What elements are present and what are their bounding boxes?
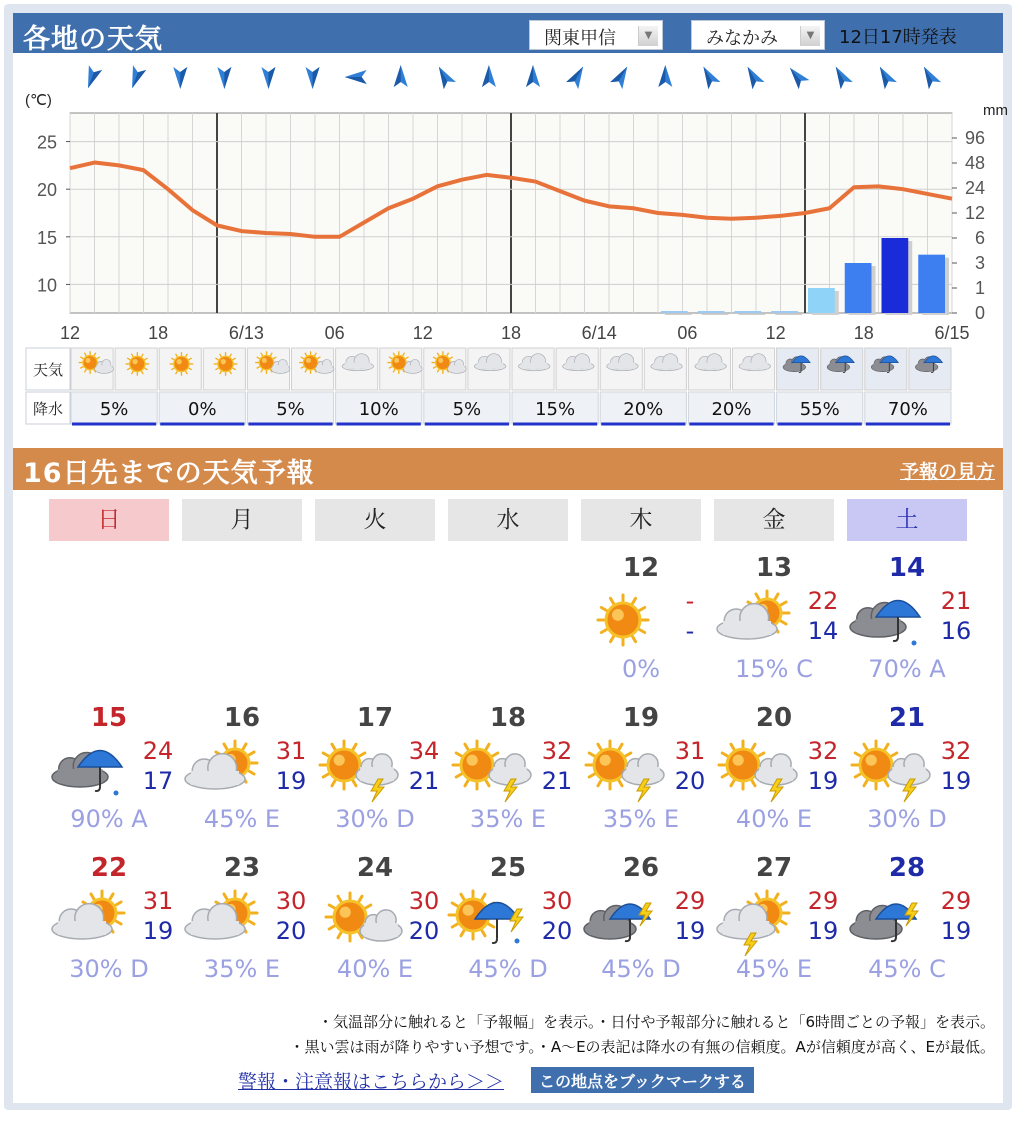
wind-arrow-icon: [81, 65, 102, 90]
weekday-3: 水: [448, 499, 568, 541]
precip-reliability: 45% E: [203, 805, 281, 833]
wind-arrow-icon: [345, 70, 367, 84]
precip-value: 5%: [276, 399, 305, 420]
y2-tick-label: 3: [974, 253, 985, 273]
precip-bar: [845, 263, 872, 313]
weekday-1: 月: [182, 499, 302, 541]
wind-arrow-icon: [610, 63, 633, 89]
high-temp: 29: [940, 887, 972, 915]
high-temp: 30: [408, 887, 440, 915]
low-temp: 21: [541, 767, 573, 795]
x-tick-label: 6/13: [228, 323, 264, 343]
weather-icon: [711, 889, 801, 951]
precip-reliability: 30% D: [335, 805, 415, 833]
high-temp: 29: [807, 887, 839, 915]
low-temp: 19: [807, 917, 839, 945]
weekday-5: 金: [714, 499, 834, 541]
day-date: 13: [755, 553, 793, 583]
precip-bar-shadow: [702, 314, 729, 315]
forecast-header: [13, 448, 1003, 490]
precip-bar: [661, 311, 688, 313]
precip-reliability: 35% E: [203, 955, 281, 983]
weather-icon: [711, 589, 801, 651]
low-temp: 19: [142, 917, 174, 945]
high-temp: 30: [541, 887, 573, 915]
low-temp: 20: [408, 917, 440, 945]
weather-icon: [445, 889, 535, 951]
y-tick-label: 20: [36, 180, 57, 201]
city-select-value: みなかみ: [706, 28, 778, 49]
warning-link[interactable]: 警報・注意報はこちらから＞＞: [238, 1071, 505, 1093]
low-temp: 20: [541, 917, 573, 945]
wind-arrow-icon: [526, 65, 540, 87]
x-tick-label: 6/14: [581, 323, 617, 343]
day-date: 16: [223, 703, 261, 733]
day-cell[interactable]: [844, 703, 978, 843]
precip-value: 55%: [799, 399, 840, 420]
day-cell[interactable]: [578, 553, 712, 693]
wind-arrow-icon: [741, 63, 764, 89]
precip-value: 70%: [887, 399, 928, 420]
day-cell[interactable]: [578, 853, 712, 993]
wind-arrow-icon: [217, 67, 231, 89]
weather-icon: [844, 589, 934, 651]
day-cell[interactable]: [578, 703, 712, 843]
day-cell[interactable]: [844, 553, 978, 693]
page-title: 各地の天気: [23, 24, 163, 55]
high-temp: 32: [940, 737, 972, 765]
weather-icon: [179, 889, 269, 951]
day-date: 12: [622, 553, 660, 583]
low-temp: 19: [674, 917, 706, 945]
y2-axis-unit: mm: [983, 102, 1008, 119]
precip-value: 20%: [623, 399, 664, 420]
high-temp: 32: [807, 737, 839, 765]
low-temp: 14: [807, 617, 839, 645]
weather-row-label: 天気: [32, 361, 64, 379]
y2-tick-label: 24: [964, 178, 985, 198]
x-tick-label: 18: [148, 323, 169, 343]
low-temp: 17: [142, 767, 174, 795]
precip-reliability: 45% D: [601, 955, 681, 983]
precip-bar-shadow: [775, 314, 802, 315]
precip-bar: [698, 311, 725, 313]
low-temp: -: [685, 617, 695, 645]
wind-arrow-icon: [658, 65, 672, 87]
low-temp: 21: [408, 767, 440, 795]
precip-reliability: 40% E: [735, 805, 813, 833]
forecast-title: 16日先までの天気予報: [23, 458, 315, 489]
day-cell[interactable]: [46, 853, 180, 993]
y-tick-label: 10: [36, 275, 57, 296]
precip-reliability: 15% C: [735, 655, 813, 683]
x-tick-label: 18: [853, 323, 874, 343]
day-cell[interactable]: [711, 853, 845, 993]
day-date: 26: [622, 853, 660, 883]
x-tick-label: 6/15: [934, 323, 970, 343]
bookmark-button[interactable]: この地点をブックマークする: [531, 1067, 754, 1093]
weekday-4: 木: [581, 499, 701, 541]
precip-reliability: 45% C: [868, 955, 946, 983]
note-line-2: ・黒い雲は雨が降りやすい予想です。・A〜Eの表記は降水の有無の信頼度。Aが信頼度が高く、Eが最低。: [289, 1038, 995, 1056]
weekday-2: 火: [315, 499, 435, 541]
region-select-value: 関東甲信: [544, 28, 616, 49]
weather-icon: [312, 889, 402, 951]
low-temp: 19: [940, 917, 972, 945]
weather-icon: [179, 739, 269, 801]
day-date: 20: [755, 703, 793, 733]
day-cell[interactable]: [844, 853, 978, 993]
day-date: 23: [223, 853, 261, 883]
wind-arrow-icon: [830, 63, 853, 89]
x-tick-label: 12: [412, 323, 433, 343]
weather-icon: [578, 589, 668, 651]
high-temp: 29: [674, 887, 706, 915]
day-date: 27: [755, 853, 793, 883]
precip-bar: [771, 311, 798, 313]
day-date: 19: [622, 703, 660, 733]
precip-value: 5%: [99, 399, 129, 420]
x-tick-label: 06: [677, 323, 698, 343]
wind-arrow-icon: [394, 65, 408, 87]
day-date: 24: [356, 853, 394, 883]
precip-bar: [735, 311, 762, 313]
x-tick-label: 12: [59, 323, 81, 343]
forecast-guide-link[interactable]: 予報の見方: [899, 461, 995, 483]
wind-arrow-icon: [433, 63, 456, 89]
chevron-down-icon: ▼: [638, 26, 658, 46]
precip-reliability: 45% D: [468, 955, 548, 983]
high-temp: 32: [541, 737, 573, 765]
low-temp: 20: [275, 917, 307, 945]
weather-icon: [578, 889, 668, 951]
note-line-1: ・気温部分に触れると「予報幅」を表示。・日付や予報部分に触れると「6時間ごとの予報」を表示。: [317, 1013, 995, 1031]
issued-time: 12日17時発表: [839, 27, 957, 48]
precip-reliability: 40% E: [336, 955, 414, 983]
weather-icon: [312, 739, 402, 801]
weather-icon: [445, 739, 535, 801]
temperature-precip-chart[interactable]: [13, 53, 1008, 438]
y-tick-label: 25: [36, 132, 57, 153]
weather-icon: [578, 739, 668, 801]
y2-tick-label: 1: [974, 278, 985, 298]
day-date: 22: [90, 853, 128, 883]
wind-arrow-icon: [125, 65, 146, 90]
day-cell[interactable]: [711, 703, 845, 843]
weather-icon: [46, 889, 136, 951]
low-temp: 19: [807, 767, 839, 795]
day-date: 15: [90, 703, 128, 733]
wind-arrow-icon: [306, 67, 320, 89]
y2-tick-label: 48: [964, 153, 985, 173]
wind-arrow-icon: [785, 63, 810, 89]
day-cell[interactable]: [179, 703, 313, 843]
day-date: 18: [489, 703, 527, 733]
precip-reliability: 30% D: [867, 805, 947, 833]
x-tick-label: 18: [500, 323, 522, 343]
precip-bar: [882, 238, 909, 313]
x-tick-label: 12: [765, 323, 786, 343]
precip-bar: [808, 288, 835, 313]
y2-tick-label: 6: [974, 228, 985, 248]
x-tick-label: 06: [324, 323, 345, 343]
wind-arrow-icon: [482, 65, 496, 87]
precip-reliability: 0%: [621, 655, 661, 683]
precip-value: 20%: [711, 399, 752, 420]
high-temp: 34: [408, 737, 440, 765]
weekday-6: 土: [847, 499, 967, 541]
precip-bar: [918, 255, 945, 313]
y-axis-unit: (℃): [25, 92, 52, 109]
precip-reliability: 90% A: [70, 805, 148, 833]
precip-reliability: 70% A: [868, 655, 946, 683]
wind-arrow-icon: [566, 63, 589, 89]
chevron-down-icon: ▼: [800, 26, 820, 46]
weather-icon: [844, 889, 934, 951]
high-temp: 22: [807, 587, 839, 615]
weather-panel: [13, 13, 1008, 1103]
low-temp: 16: [940, 617, 972, 645]
day-date: 21: [888, 703, 926, 733]
region-select[interactable]: [529, 20, 663, 50]
precip-bar-shadow: [739, 314, 766, 315]
high-temp: 21: [940, 587, 972, 615]
precip-reliability: 45% E: [735, 955, 813, 983]
day-date: 25: [489, 853, 527, 883]
high-temp: -: [685, 587, 695, 615]
precip-bar-shadow: [665, 314, 692, 315]
high-temp: 31: [674, 737, 706, 765]
day-cell[interactable]: [445, 853, 579, 993]
wind-arrow-icon: [173, 67, 187, 89]
y2-tick-label: 96: [964, 128, 985, 148]
high-temp: 31: [275, 737, 307, 765]
weather-icon: [711, 739, 801, 801]
weather-header: [13, 13, 1003, 53]
day-date: 28: [888, 853, 926, 883]
precip-reliability: 35% E: [469, 805, 547, 833]
precip-reliability: 35% E: [602, 805, 680, 833]
day-cell[interactable]: [312, 703, 446, 843]
day-cell[interactable]: [711, 553, 845, 693]
precip-reliability: 30% D: [69, 955, 149, 983]
y-tick-label: 15: [36, 227, 57, 248]
weather-icon: [844, 739, 934, 801]
precip-value: 5%: [452, 399, 482, 420]
day-cell[interactable]: [312, 853, 446, 993]
low-temp: 19: [275, 767, 307, 795]
day-cell[interactable]: [179, 853, 313, 993]
wind-arrow-icon: [874, 63, 897, 89]
precip-value: 0%: [188, 399, 217, 420]
low-temp: 19: [940, 767, 972, 795]
precip-value: 15%: [535, 399, 576, 420]
weather-icon: [46, 739, 136, 801]
day-cell[interactable]: [46, 703, 180, 843]
day-cell[interactable]: [445, 703, 579, 843]
precip-value: 10%: [358, 399, 399, 420]
high-temp: 30: [275, 887, 307, 915]
low-temp: 20: [674, 767, 706, 795]
y2-tick-label: 12: [964, 203, 985, 223]
wind-arrow-icon: [918, 63, 941, 89]
high-temp: 24: [142, 737, 174, 765]
day-date: 17: [356, 703, 394, 733]
day-date: 14: [888, 553, 926, 583]
y2-tick-label: 0: [974, 303, 985, 323]
wind-arrow-icon: [697, 63, 720, 89]
high-temp: 31: [142, 887, 174, 915]
wind-arrow-icon: [261, 67, 275, 89]
weekday-0: 日: [49, 499, 169, 541]
city-select[interactable]: [691, 20, 825, 50]
precip-row-label: 降水: [32, 400, 64, 418]
